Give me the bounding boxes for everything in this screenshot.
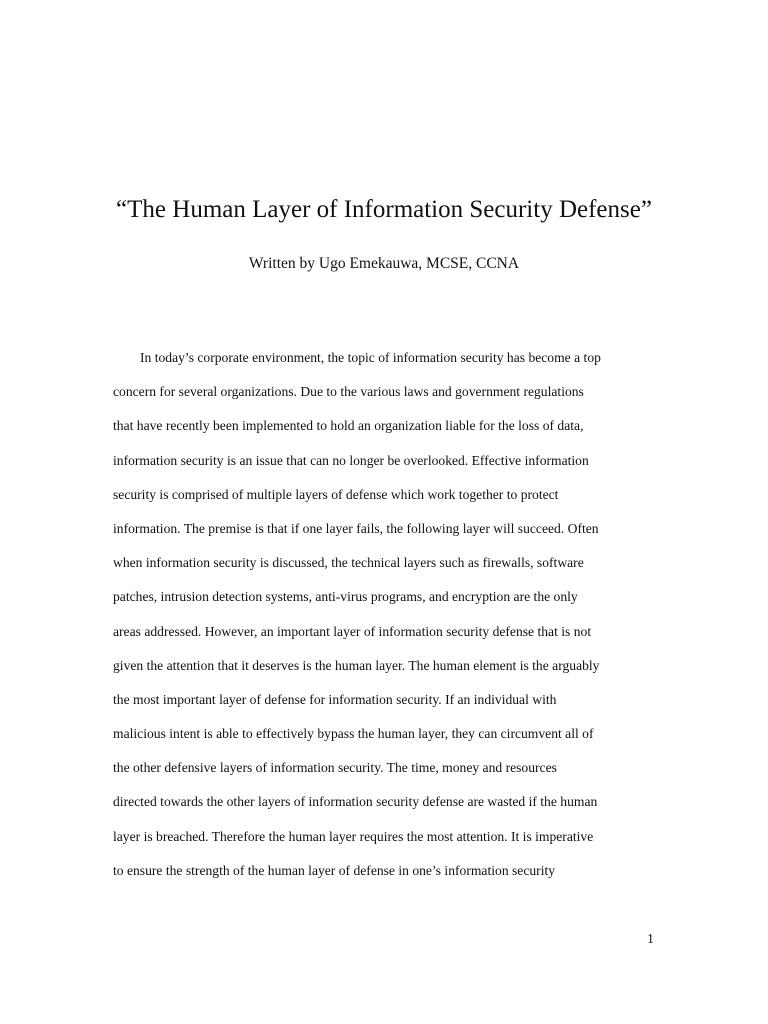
paragraph-line: malicious intent is able to effectively bypass the human layer, they can circumvent all of (113, 726, 594, 742)
body-paragraph (113, 347, 673, 894)
paragraph-line: information. The premise is that if one layer fails, the following layer will succeed. Often (113, 520, 599, 536)
paragraph-line: security is comprised of multiple layers of defense which work together to protect (113, 486, 559, 502)
author-byline: Written by Ugo Emekauwa, MCSE, CCNA (248, 255, 520, 272)
paragraph-line: In today’s corporate environment, the topic of information security has become a top (140, 350, 601, 365)
paragraph-line: information security is an issue that can no longer be overlooked. Effective information (113, 452, 589, 468)
paragraph-line: patches, intrusion detection systems, anti-virus programs, and encryption are the only (113, 589, 578, 605)
paragraph-line: the most important layer of defense for information security. If an individual with (113, 691, 557, 707)
paragraph-line: to ensure the strength of the human layer of defense in one’s information security (113, 862, 556, 878)
paragraph-line: concern for several organizations. Due to the various laws and government regulations (113, 384, 584, 400)
paragraph-line: that have recently been implemented to hold an organization liable for the loss of data, (113, 418, 584, 434)
document-title: “The Human Layer of Information Security Defense” (116, 196, 652, 223)
paragraph-line: the other defensive layers of information security. The time, money and resources (113, 760, 557, 776)
paragraph-line: when information security is discussed, the technical layers such as firewalls, software (113, 555, 584, 571)
paragraph-line: directed towards the other layers of information security defense are wasted if the human (113, 794, 598, 810)
paragraph-line: given the attention that it deserves is the human layer. The human element is the arguably (113, 657, 600, 673)
paragraph-line: layer is breached. Therefore the human layer requires the most attention. It is imperative (113, 828, 594, 844)
page-number: 1 (647, 932, 654, 947)
paragraph-line: areas addressed. However, an important layer of information security defense that is not (113, 623, 592, 639)
